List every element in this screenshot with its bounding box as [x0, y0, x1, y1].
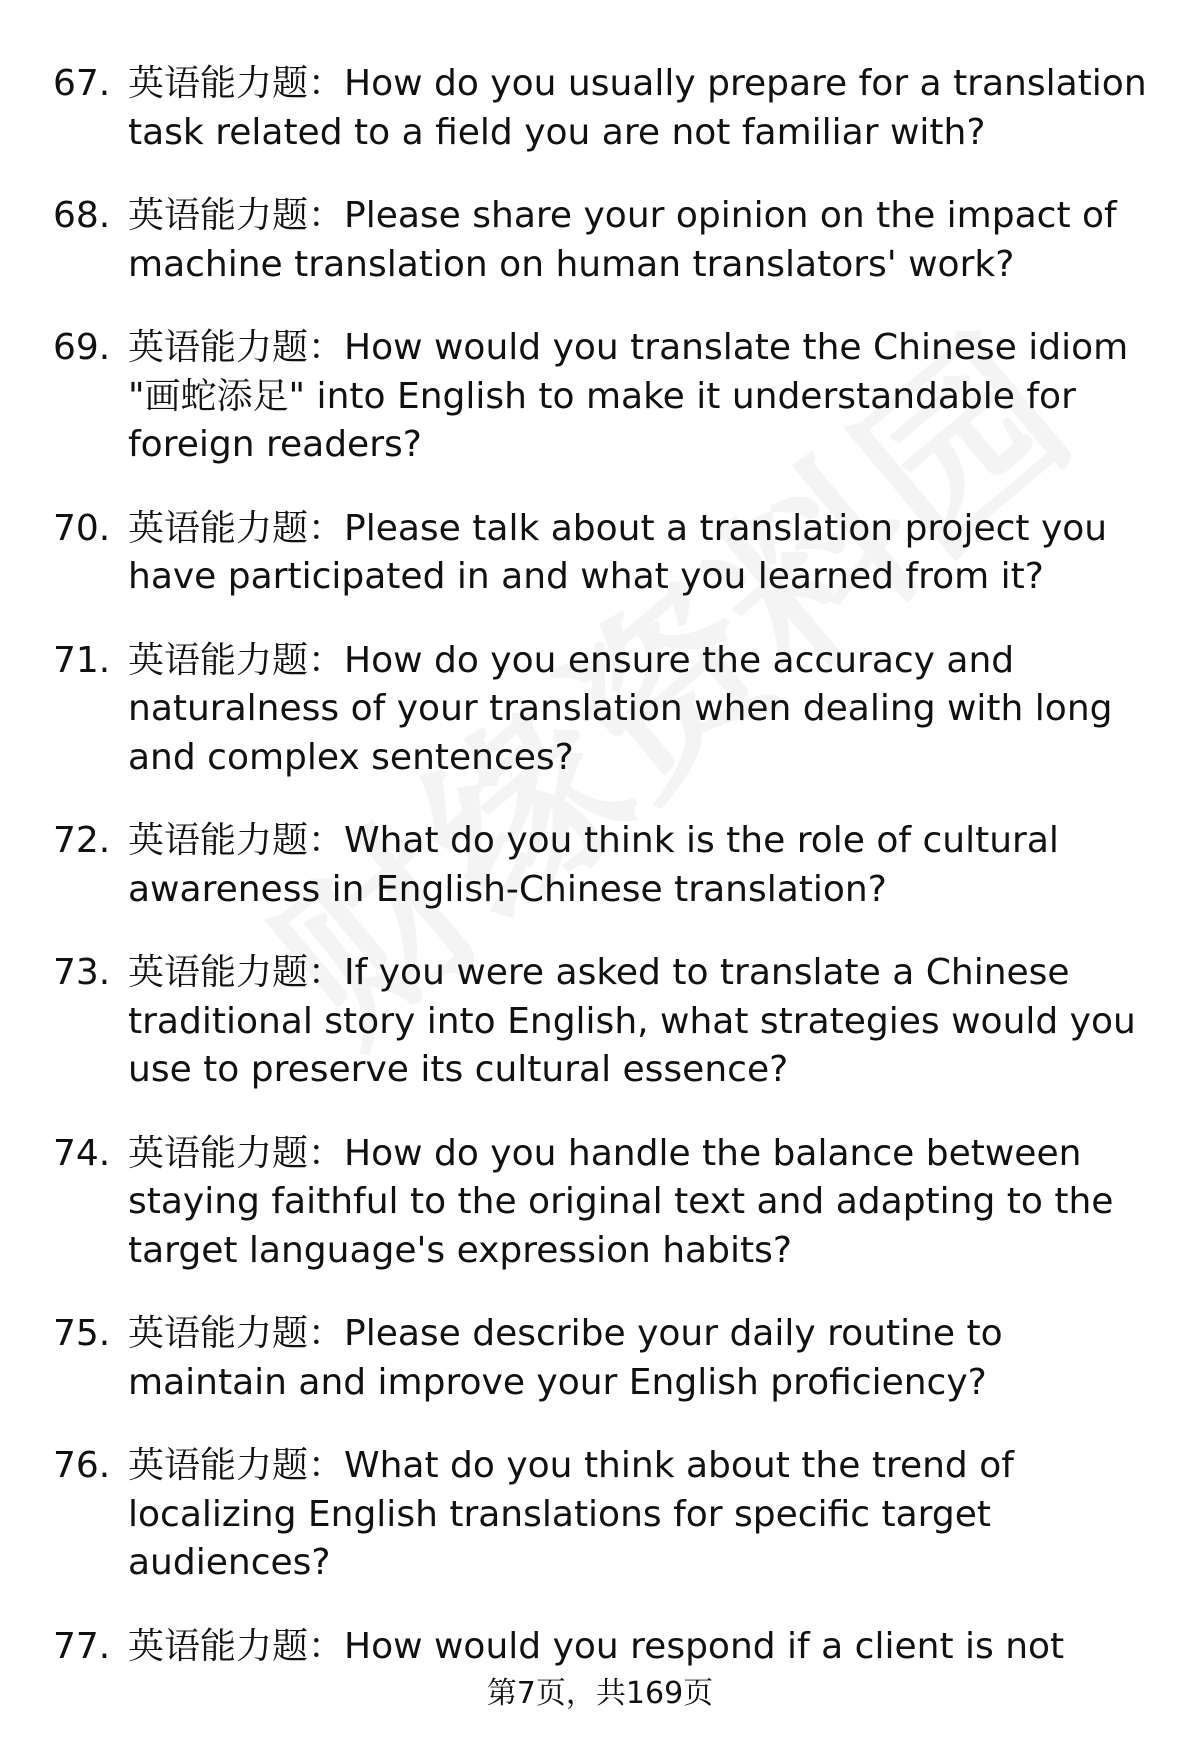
question-number: 68. [53, 195, 111, 236]
question-item-71 [53, 637, 1163, 783]
question-number: 76. [53, 1445, 111, 1486]
question-text: 英语能力题：What do you think is the role of cultural awareness in English-Chinese translation? [128, 820, 1059, 910]
question-item-76 [53, 1442, 1163, 1588]
question-item-72 [53, 817, 1163, 914]
question-number: 71. [53, 639, 111, 681]
question-number: 69. [53, 327, 111, 368]
question-text: 英语能力题：How do you handle the balance between staying faithful to the original text and adapting to the target language's expression habits? [128, 1132, 1114, 1271]
question-item-75 [53, 1310, 1163, 1407]
question-number: 70. [53, 507, 111, 549]
question-number: 77. [53, 1625, 111, 1667]
question-item-70 [53, 505, 1163, 602]
question-text: 英语能力题：Please talk about a translation project you have participated in and what you learned from it? [128, 507, 1108, 597]
question-text: 英语能力题：What do you think about the trend of localizing English translations for specific target audiences? [128, 1445, 1014, 1583]
question-text: 英语能力题：If you were asked to translate a Chinese traditional story into English, what strategies would you use to preserve its cultural essence? [128, 952, 1136, 1090]
page-number-footer: 第7页，共169页 [486, 1676, 714, 1711]
question-number: 75. [53, 1313, 111, 1354]
question-number: 74. [53, 1132, 111, 1174]
question-item-67 [53, 60, 1163, 157]
question-text: 英语能力题：How do you ensure the accuracy and naturalness of your translation when dealing with long and complex sentences? [128, 639, 1113, 778]
question-text: 英语能力题：Please share your opinion on the impact of machine translation on human translators' work? [128, 195, 1117, 285]
question-number: 67. [53, 63, 111, 104]
question-item-69 [53, 324, 1163, 470]
question-list [53, 60, 1163, 1706]
question-item-74 [53, 1130, 1163, 1276]
question-text: 英语能力题：Please describe your daily routine to maintain and improve your English proficiency? [128, 1313, 1003, 1403]
question-item-73 [53, 949, 1163, 1095]
question-text: 英语能力题：How do you usually prepare for a translation task related to a field you are not familiar with? [128, 63, 1147, 153]
question-number: 72. [53, 820, 111, 861]
question-text: 英语能力题：How would you translate the Chinese idiom "画蛇添足" into English to make it understandable for foreign readers? [128, 327, 1129, 465]
question-number: 73. [53, 952, 111, 993]
question-text: 英语能力题：How would you respond if a client is not [128, 1625, 1065, 1667]
question-item-68 [53, 192, 1163, 289]
question-item-77 [53, 1623, 1163, 1672]
